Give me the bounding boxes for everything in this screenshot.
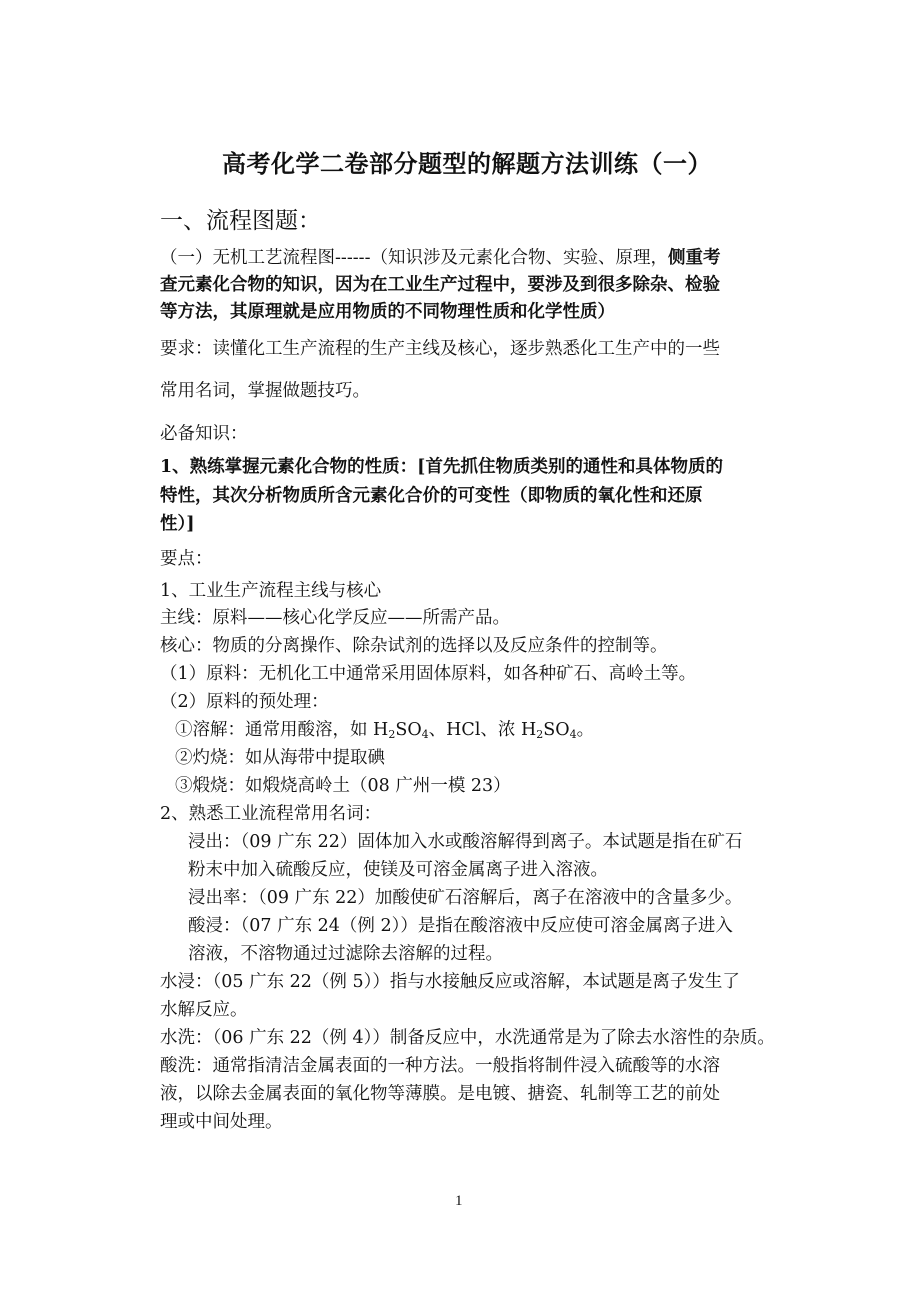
acid-leach-line-2: 溶液，不溶物通过过滤除去溶解的过程。 — [188, 944, 503, 964]
acid-leach-line-1: 酸浸：（07 广东 24（例 2））是指在酸溶液中反应使可溶金属离子进入 — [188, 916, 733, 936]
leach-rate-line: 浸出率：（09 广东 22）加酸使矿石溶解后，离子在溶液中的含量多少。 — [188, 888, 743, 908]
leach-line-2: 粉末中加入硫酸反应，使镁及可溶金属离子进入溶液。 — [188, 860, 608, 880]
point1-line-1: 1、熟练掌握元素化合物的性质：[首先抓住物质类别的通性和具体物质的 — [160, 457, 723, 477]
dissolve-text-a: ①溶解：通常用酸溶，如 H — [175, 720, 389, 740]
document-title: 高考化学二卷部分题型的解题方法训练（一） — [222, 149, 712, 178]
core-line: 核心：物质的分离操作、除杂试剂的选择以及反应条件的控制等。 — [160, 636, 668, 656]
page-number: 1 — [455, 1193, 463, 1209]
calcine-line: ③煅烧：如煅烧高岭土（08 广州一模 23） — [175, 776, 511, 796]
raw-material-line: （1）原料：无机化工中通常采用固体原料，如各种矿石、高岭土等。 — [160, 664, 697, 684]
point1-line-2: 特性，其次分析物质所含元素化合价的可变性（即物质的氧化性和还原 — [160, 486, 703, 506]
requirement-line-2: 常用名词，掌握做题技巧。 — [160, 381, 370, 401]
dissolve-text-e: 。 — [576, 720, 595, 740]
main-line: 主线：原料——核心化学反应——所需产品。 — [160, 608, 510, 628]
intro-line-3: 等方法，其原理就是应用物质的不同物理性质和化学性质） — [160, 302, 615, 322]
dissolve-text-c: 、HCl、浓 H — [428, 720, 537, 740]
intro-plain: （一）无机工艺流程图------（知识涉及元素化合物、实验、原理， — [160, 248, 668, 268]
water-wash-line: 水洗：（06 广东 22（例 4））制备反应中，水洗通常是为了除去水溶性的杂质。 — [160, 1028, 775, 1048]
must-know-label: 必备知识： — [160, 424, 248, 444]
leach-line-1: 浸出：（09 广东 22）固体加入水或酸溶解得到离子。本试题是指在矿石 — [188, 832, 743, 852]
water-leach-line-2: 水解反应。 — [160, 1000, 248, 1020]
intro-line-1 — [160, 244, 720, 269]
requirement-line-1: 要求：读懂化工生产流程的生产主线及核心，逐步熟悉化工生产中的一些 — [160, 339, 720, 359]
burn-line: ②灼烧：如从海带中提取碘 — [175, 748, 385, 768]
intro-line-2: 查元素化合物的知识，因为在工业生产过程中，要涉及到很多除杂、检验 — [160, 275, 720, 295]
item-1: 1、工业生产流程主线与核心 — [160, 581, 382, 601]
dissolve-line — [175, 716, 594, 741]
pretreatment-line: （2）原料的预处理： — [160, 692, 329, 712]
dissolve-sub-3: 2 — [536, 728, 544, 741]
section-heading: 一、流程图题： — [160, 208, 321, 234]
dissolve-text-d: SO — [543, 720, 570, 740]
dissolve-sub-1: 2 — [388, 728, 396, 741]
water-leach-line-1: 水浸：（05 广东 22（例 5））指与水接触反应或溶解，本试题是离子发生了 — [160, 972, 740, 992]
key-points-label: 要点： — [160, 549, 213, 569]
pickling-line-3: 理或中间处理。 — [160, 1112, 283, 1132]
pickling-line-1: 酸洗：通常指清洁金属表面的一种方法。一般指将制件浸入硫酸等的水溶 — [160, 1056, 720, 1076]
intro-bold: 侧重考 — [667, 248, 721, 268]
point1-line-3: 性）] — [160, 514, 195, 534]
dissolve-text-b: SO — [395, 720, 422, 740]
dissolve-sub-4: 4 — [569, 728, 577, 741]
item-2: 2、熟悉工业流程常用名词： — [160, 804, 382, 824]
pickling-line-2: 液，以除去金属表面的氧化物等薄膜。是电镀、搪瓷、轧制等工艺的前处 — [160, 1084, 720, 1104]
dissolve-sub-2: 4 — [421, 728, 429, 741]
